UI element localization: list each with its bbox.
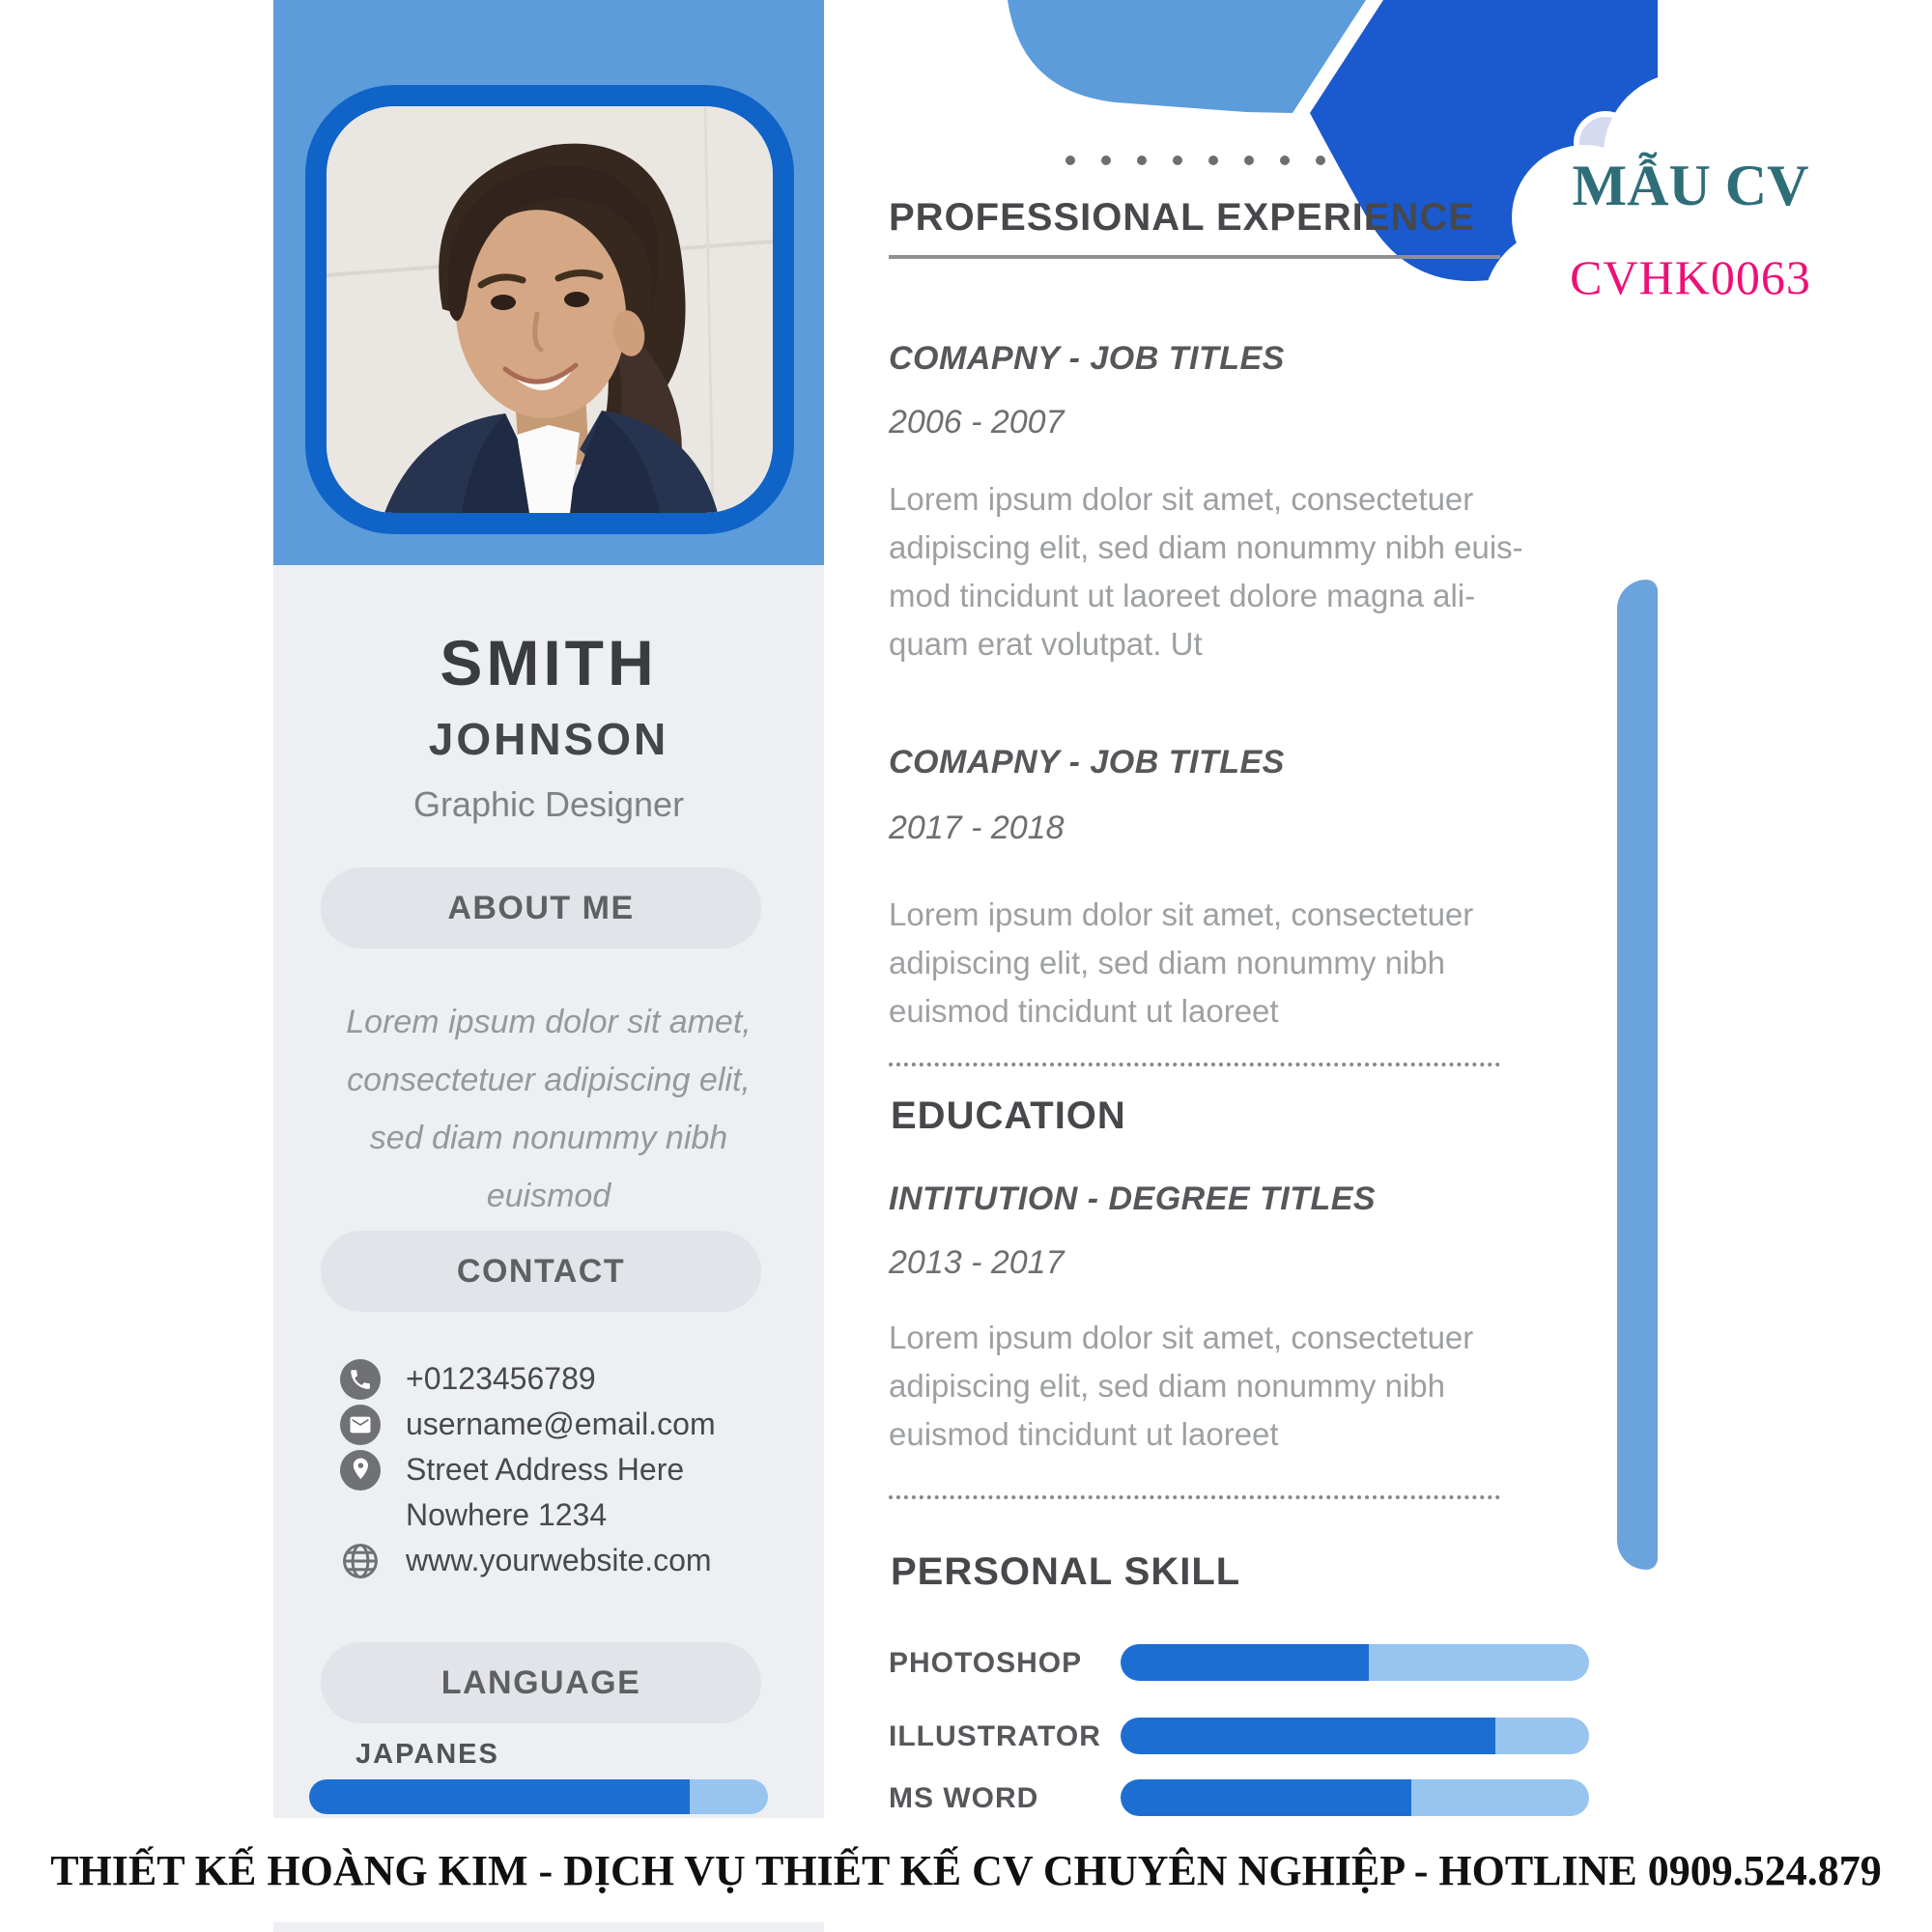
experience-period: 2006 - 2007 [889,404,1065,440]
paragraph-line: euismod tincidunt ut laoreet [889,993,1279,1029]
contact-row-address [340,1447,804,1492]
profile-photo-frame [305,85,794,534]
email-icon [340,1405,381,1445]
contact-row-email [340,1402,804,1447]
skill-level-bar [1121,1644,1589,1681]
paragraph-line: euismod tincidunt ut laoreet [889,1416,1279,1452]
about-me-text [290,993,808,1225]
location-icon [340,1450,381,1491]
paragraph-line: Lorem ipsum dolor sit amet, consectetuer [889,896,1474,932]
skill-row-illustrator [889,1718,1589,1754]
skill-level-fill [1121,1779,1411,1816]
education-school: INTITUTION - DEGREE TITLES [889,1180,1377,1217]
experience-company: COMAPNY - JOB TITLES [889,340,1285,377]
website-value: www.yourwebsite.com [406,1543,712,1577]
skill-row-photoshop [889,1644,1589,1681]
about-me-label: ABOUT ME [447,889,635,926]
paragraph-line: Lorem ipsum dolor sit amet, consectetuer [889,1320,1474,1355]
dotted-separator [889,1495,1500,1499]
skills-section-title: PERSONAL SKILL [891,1550,1241,1593]
skill-name: PHOTOSHOP [889,1647,1083,1679]
contact-list [340,1356,804,1583]
paragraph-line: adipiscing elit, sed diam nonummy nibh [889,1368,1445,1404]
education-description [889,1314,1546,1459]
section-dots-decoration [1065,156,1325,165]
right-accent-bar [1617,580,1658,1570]
name-first: SMITH [440,627,658,698]
about-line: sed diam nonummy nibh [369,1120,728,1156]
about-me-heading [321,867,761,949]
experience-description [889,891,1546,1036]
contact-label: CONTACT [456,1252,626,1290]
experience-section-title: PROFESSIONAL EXPERIENCE [889,196,1475,239]
experience-period: 2017 - 2018 [889,810,1065,846]
icon-spacer [340,1495,381,1536]
paragraph-line: adipiscing elit, sed diam nonummy nibh euis- [889,529,1523,565]
education-period: 2013 - 2017 [889,1244,1065,1281]
contact-heading [321,1231,761,1312]
paragraph-line: adipiscing elit, sed diam nonummy nibh [889,945,1445,980]
badge-code: CVHK0063 [1570,250,1811,304]
contact-row-phone [340,1356,804,1402]
paragraph-line: quam erat volutpat. Ut [889,626,1203,662]
about-line: Lorem ipsum dolor sit amet, [346,1004,752,1040]
language-name: JAPANES [355,1739,499,1770]
address-value: Street Address Here [406,1452,685,1487]
job-role: Graphic Designer [412,784,685,824]
skill-level-bar [1121,1779,1589,1816]
badge-cloud [1468,19,1932,425]
contact-row-website [340,1538,804,1583]
contact-row-address2 [340,1492,804,1538]
name-last: JOHNSON [428,714,669,764]
language-heading [321,1642,761,1723]
language-level-bar [309,1779,768,1814]
experience-title-underline [889,255,1500,259]
skill-name: MS WORD [889,1782,1039,1814]
skill-name: ILLUSTRATOR [889,1720,1101,1752]
skill-row-msword [889,1779,1589,1816]
badge-title: MẪU CV [1572,154,1809,217]
footer-banner-text: THIẾT KẾ HOÀNG KIM - DỊCH VỤ THIẾT KẾ CV CHUYÊN NGHIỆP - HOTLINE 0909.524.879 [50,1846,1882,1894]
skill-level-fill [1121,1644,1369,1681]
experience-company: COMAPNY - JOB TITLES [889,744,1285,781]
footer-banner [0,1818,1932,1922]
skill-level-fill [1121,1718,1495,1754]
address2-value: Nowhere 1234 [406,1497,608,1532]
education-section-title: EDUCATION [891,1094,1126,1137]
globe-icon [340,1541,381,1581]
phone-value: +0123456789 [406,1361,596,1396]
email-value: username@email.com [406,1406,716,1441]
language-label: LANGUAGE [440,1663,641,1701]
dotted-separator [889,1063,1500,1066]
portrait-illustration [327,106,773,513]
experience-description [889,475,1546,668]
language-level-fill [309,1779,690,1814]
profile-photo [327,106,773,513]
skill-level-bar [1121,1718,1589,1754]
paragraph-line: Lorem ipsum dolor sit amet, consectetuer [889,481,1474,517]
paragraph-line: mod tincidunt ut laoreet dolore magna ali- [889,578,1476,613]
phone-icon [340,1359,381,1400]
about-line: euismod [486,1178,611,1214]
about-line: consectetuer adipiscing elit, [347,1062,751,1098]
